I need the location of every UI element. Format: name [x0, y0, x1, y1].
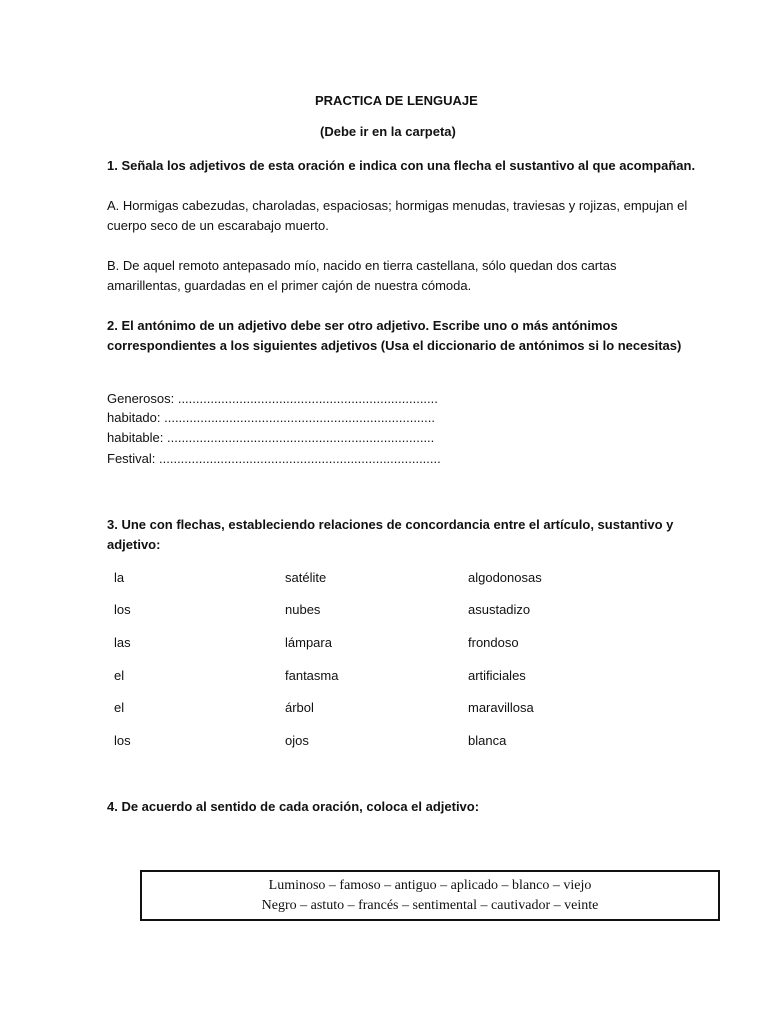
q1-sentence-b-line2: amarillentas, guardadas en el primer cajón de nuestra cómoda.	[107, 278, 472, 293]
match-noun[interactable]: lámpara	[285, 635, 332, 650]
match-noun[interactable]: satélite	[285, 570, 327, 585]
antonym-field-blank[interactable]: ..............................................................................	[159, 451, 441, 466]
match-noun[interactable]: ojos	[285, 733, 309, 748]
antonym-field-festival[interactable]	[107, 449, 441, 469]
match-article[interactable]: los	[114, 733, 131, 748]
antonym-field-blank[interactable]: ........................................................................	[177, 391, 438, 406]
match-article[interactable]: el	[114, 700, 125, 715]
q4-heading: 4. De acuerdo al sentido de cada oración, coloca el adjetivo:	[107, 799, 480, 814]
q3-heading-line2: adjetivo:	[107, 537, 161, 552]
q1-sentence-b-line1: B. De aquel remoto antepasado mío, nacido en tierra castellana, sólo quedan dos cartas	[107, 258, 617, 273]
match-adjective[interactable]: algodonosas	[468, 570, 542, 585]
match-article[interactable]: los	[114, 602, 131, 617]
antonym-field-habitado[interactable]	[107, 408, 435, 428]
q2-heading-line2: correspondientes a los siguientes adjetivos (Usa el diccionario de antónimos si lo necesitas)	[107, 338, 682, 353]
word-bank-line: Negro – astuto – francés – sentimental – cautivador – veinte	[261, 898, 599, 913]
match-adjective[interactable]: artificiales	[468, 668, 526, 683]
word-bank-box	[140, 870, 720, 921]
antonym-field-habitable[interactable]	[107, 428, 434, 448]
match-article[interactable]: la	[114, 570, 125, 585]
match-adjective[interactable]: blanca	[468, 733, 507, 748]
q1-sentence-a-line1: A. Hormigas cabezudas, charoladas, espaciosas; hormigas menudas, traviesas y rojizas, empujan el	[107, 198, 688, 213]
word-bank-line: Luminoso – famoso – antiguo – aplicado – blanco – viejo	[268, 878, 592, 893]
antonym-field-blank[interactable]: ...........................................................................	[164, 410, 435, 425]
antonym-field-label: Generosos:	[107, 391, 178, 406]
q1-heading: 1. Señala los adjetivos de esta oración e indica con una flecha el sustantivo al que acompañan.	[107, 158, 696, 173]
match-adjective[interactable]: maravillosa	[468, 700, 534, 715]
antonym-field-blank[interactable]: ..........................................................................	[167, 430, 435, 445]
match-noun[interactable]: nubes	[285, 602, 321, 617]
page-subtitle: (Debe ir en la carpeta)	[320, 124, 456, 139]
match-noun[interactable]: fantasma	[285, 668, 339, 683]
antonym-field-generosos[interactable]	[107, 389, 438, 409]
antonym-field-label: habitable:	[107, 430, 167, 445]
antonym-field-label: Festival:	[107, 451, 160, 466]
antonym-field-label: habitado:	[107, 410, 165, 425]
match-article[interactable]: las	[114, 635, 131, 650]
q2-heading-line1: 2. El antónimo de un adjetivo debe ser otro adjetivo. Escribe uno o más antónimos	[107, 318, 618, 333]
match-adjective[interactable]: asustadizo	[468, 602, 531, 617]
match-noun[interactable]: árbol	[285, 700, 314, 715]
match-article[interactable]: el	[114, 668, 125, 683]
match-adjective[interactable]: frondoso	[468, 635, 519, 650]
page-title: PRACTICA DE LENGUAJE	[315, 93, 478, 108]
q3-heading-line1: 3. Une con flechas, estableciendo relaciones de concordancia entre el artículo, sustantivo y	[107, 517, 674, 532]
q1-sentence-a-line2: cuerpo seco de un escarabajo muerto.	[107, 218, 329, 233]
